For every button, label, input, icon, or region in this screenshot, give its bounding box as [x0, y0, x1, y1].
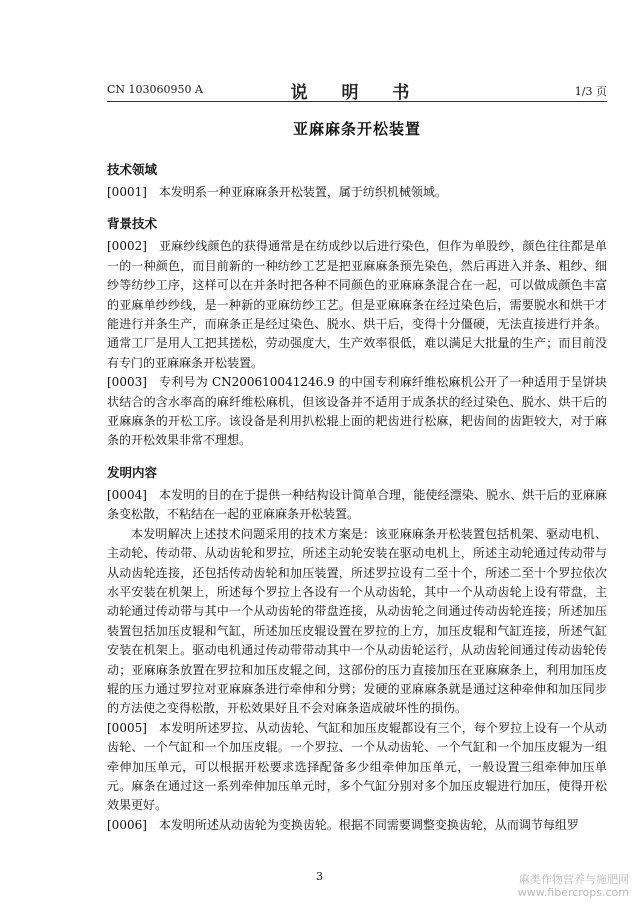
paragraph-0006	[107, 816, 607, 835]
paragraph-number: [0004]	[107, 487, 147, 502]
section-heading-background: 背景技术	[107, 216, 158, 232]
document-body	[107, 160, 607, 835]
paragraph-number: [0001]	[107, 185, 147, 199]
paragraph-text: 本发明的目的在于提供一种结构设计简单合理，能使经漂染、脱水、烘干后的亚麻麻条变松散，不粘结在一起的亚麻麻条开松装置。	[107, 487, 607, 522]
paragraph-text: 本发明所述从动齿轮为变换齿轮。根据不同需要调整变换齿轮，从而调节每组罗	[158, 817, 579, 832]
watermark-site-name: 麻类作物营养与施肥网	[519, 873, 629, 886]
header-rule	[107, 101, 607, 102]
paragraph-0004-continued	[107, 525, 607, 719]
paragraph-text: 本发明解决上述技术问题采用的技术方案是：该亚麻麻条开松装置包括机架、驱动电机、主动轮、传动带、从动齿轮和罗拉，所述主动轮安装在驱动电机上，所述主动轮通过传动带与从动齿轮连接，还包括传动齿轮和加压装置，所述罗拉设有二至十个，所述二至十个罗拉依次水平安装在机架上，所述每个罗拉上各设有一个从动齿轮，其中一个从动齿轮上设有带盘，主动轮通过传动带与其中一个从动齿轮的带盘连接，从动齿轮之间通过传动齿轮连接；所述加压装置包括加压皮辊和气缸，所述加压皮辊设置在罗拉的上方，加压皮辊和气缸连接，所述气缸安装在机架上。驱动电机通过传动带带动其中一个从动齿轮运行，从动齿轮间通过传动齿轮传动；亚麻麻条放置在罗拉和加压皮辊之间，这部份的压力直接加压在亚麻麻条上，利用加压皮辊的压力通过罗拉对亚麻麻条进行牵伸和分劈；发硬的亚麻麻条就是通过这种牵伸和加压同步的方法使之变得松散，开松效果好且不会对麻条造成破坏性的损伤。	[107, 526, 607, 716]
paragraph-0002	[107, 237, 607, 373]
paragraph-number: [0006]	[107, 817, 147, 832]
paragraph-text: 本发明系一种亚麻麻条开松装置，属于纺织机械领域。	[158, 185, 447, 199]
watermark-url: www.fibercrops.com	[517, 886, 629, 899]
paragraph-0003	[107, 373, 607, 451]
paragraph-number: [0003]	[107, 375, 147, 390]
paragraph-text: 亚麻纱线颜色的获得通常是在纺成纱以后进行染色，但作为单股纱，颜色往往都是单一的一种颜色，而目前新的一种纺纱工艺是把亚麻麻条预先染色，然后再进入并条、粗纱、细纱等纺纱工序，这样可以在并条时把各种不同颜色的亚麻麻条混合在一起，可以做成颜色丰富的亚麻单纱纱线，是一种新的亚麻纺纱工艺。但是亚麻麻条在经过染色后，需要脱水和烘干才能进行并条生产，而麻条正是经过染色、脱水、烘干后，变得十分僵硬，无法直接进行并条。通常工厂是用人工把其搓松，劳动强度大，生产效率很低，难以满足大批量的生产；而目前没有专门的亚麻麻条开松装置。	[107, 239, 607, 370]
document-title: 亚麻麻条开松装置	[292, 120, 421, 138]
page-info: 1/3 页	[574, 85, 607, 98]
paragraph-0005	[107, 719, 607, 816]
paragraph-text: 本发明所述罗拉、从动齿轮、气缸和加压皮辊都设有三个，每个罗拉上设有一个从动齿轮、一个气缸和一个加压皮辊。一个罗拉、一个从动齿轮、一个气缸和一个加压皮辊为一组牵伸加压单元，可以根据开松要求选择配备多少组牵伸加压单元，一般设置三组牵伸加压单元。麻条在通过这一系列牵伸加压单元时，多个气缸分别对多个加压皮辊进行加压，使得开松效果更好。	[107, 720, 607, 813]
document-type: 说 明 书	[290, 83, 424, 103]
page-number: 3	[316, 870, 323, 883]
patent-number: CN 103060950 A	[107, 83, 203, 96]
paragraph-0001	[107, 183, 607, 202]
section-heading-tech-field: 技术领域	[107, 162, 158, 177]
paragraph-number: [0005]	[107, 720, 147, 735]
section-heading-invention: 发明内容	[107, 464, 158, 480]
page-header	[107, 78, 607, 103]
paragraph-number: [0002]	[107, 239, 147, 254]
paragraph-text: 专利号为 CN200610041246.9 的中国专利麻纤维松麻机公开了一种适用于呈饼块状结合的含水率高的麻纤维松麻机，但该设备并不适用于成条状的经过染色、脱水、烘干后的亚麻麻条的开松工序。该设备是利用扒松辊上面的耙齿进行松麻，耙齿间的齿距较大，对于麻条的开松效果非常不理想。	[107, 375, 607, 448]
paragraph-0004	[107, 486, 607, 525]
site-watermark	[518, 873, 629, 899]
